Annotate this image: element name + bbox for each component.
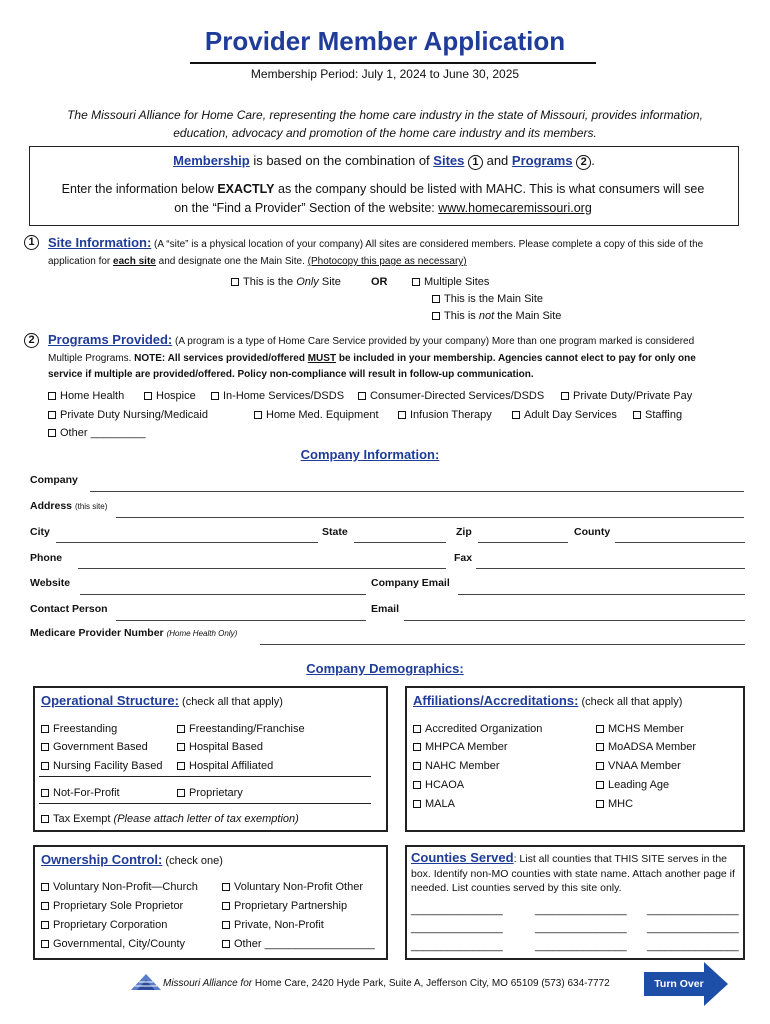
medicare-text: Medicare Provider Number bbox=[30, 627, 164, 639]
company-info-heading: Company Information: bbox=[300, 447, 440, 462]
label: Not-For-Profit bbox=[53, 787, 120, 799]
county-blank-4[interactable]: _______________ bbox=[411, 922, 503, 934]
and-text: and bbox=[482, 153, 512, 168]
membership-period: Membership Period: July 1, 2024 to June 30, 2025 bbox=[250, 67, 520, 81]
op-tax-exempt[interactable] bbox=[41, 813, 299, 825]
programs-note: NOTE: All services provided/offered bbox=[134, 352, 308, 364]
intro-text: The Missouri Alliance for Home Care, representing the home care industry in the state of Missouri, provides information, education, advocacy and promotion of the home care industry and its members. bbox=[67, 108, 703, 140]
programs-text bbox=[48, 332, 728, 384]
label: MALA bbox=[425, 798, 455, 810]
fax-input[interactable] bbox=[476, 568, 745, 569]
checkbox[interactable] bbox=[413, 762, 421, 770]
state-label: State bbox=[322, 526, 348, 538]
contact-person-input[interactable] bbox=[116, 620, 366, 621]
tax-note: (Please attach letter of tax exemption) bbox=[113, 813, 299, 825]
ownership-control-box bbox=[33, 845, 388, 960]
zip-label: Zip bbox=[456, 526, 472, 538]
programs-word: Programs bbox=[511, 153, 573, 168]
program-private-duty-nursing[interactable] bbox=[48, 409, 208, 421]
county-blank-9[interactable]: _______________ bbox=[647, 940, 739, 952]
counties-served-box bbox=[405, 845, 745, 960]
checkbox[interactable] bbox=[177, 762, 185, 770]
aff-nahc[interactable] bbox=[413, 760, 500, 772]
email-input[interactable] bbox=[404, 620, 745, 621]
membership-box bbox=[29, 146, 739, 226]
multiple-sites-checkbox[interactable] bbox=[412, 278, 420, 286]
checkbox[interactable] bbox=[596, 725, 604, 733]
checkbox[interactable] bbox=[596, 743, 604, 751]
label: Freestanding/Franchise bbox=[189, 723, 305, 735]
ownership-heading bbox=[41, 852, 223, 867]
label: Nursing Facility Based bbox=[53, 760, 163, 772]
op-proprietary[interactable] bbox=[177, 787, 243, 799]
own-corporation[interactable] bbox=[41, 919, 167, 931]
must-word: MUST bbox=[307, 352, 337, 364]
website-input[interactable] bbox=[80, 594, 366, 595]
medicare-note: (Home Health Only) bbox=[166, 629, 238, 638]
label: Other __________________ bbox=[234, 938, 375, 950]
own-private-nonprofit[interactable] bbox=[222, 919, 324, 931]
medicare-label bbox=[30, 627, 237, 639]
checkbox[interactable] bbox=[222, 940, 230, 948]
footer-address-text: Home Care, 2420 Hyde Park, Suite A, Jefferson City, MO 65109 (573) 634-7772 bbox=[252, 978, 610, 989]
checkbox[interactable] bbox=[41, 902, 49, 910]
op-divider-1 bbox=[39, 776, 371, 777]
op-hospital-affiliated[interactable] bbox=[177, 760, 273, 772]
op-government[interactable] bbox=[41, 741, 148, 753]
op-hospital-based[interactable] bbox=[177, 741, 263, 753]
checkbox[interactable] bbox=[211, 392, 219, 400]
county-blank-6[interactable]: _______________ bbox=[647, 922, 739, 934]
or-label: OR bbox=[371, 276, 388, 288]
turn-over-label: Turn Over bbox=[654, 978, 704, 990]
address-input[interactable] bbox=[116, 517, 744, 518]
label: MHPCA Member bbox=[425, 741, 508, 753]
checkbox[interactable] bbox=[48, 411, 56, 419]
checkbox[interactable] bbox=[41, 725, 49, 733]
checkbox[interactable] bbox=[413, 725, 421, 733]
aff-vnaa[interactable] bbox=[596, 760, 681, 772]
checkbox[interactable] bbox=[41, 921, 49, 929]
aff-hcaoa[interactable] bbox=[413, 779, 464, 791]
label: Private Duty Nursing/Medicaid bbox=[60, 409, 208, 421]
aff-mhc[interactable] bbox=[596, 798, 633, 810]
checkbox[interactable] bbox=[41, 815, 49, 823]
photocopy-note: (Photocopy this page as necessary) bbox=[307, 256, 467, 267]
checkbox[interactable] bbox=[413, 781, 421, 789]
county-label: County bbox=[574, 526, 611, 538]
program-consumer-directed[interactable] bbox=[358, 390, 544, 402]
checkbox[interactable] bbox=[41, 940, 49, 948]
checkbox[interactable] bbox=[561, 392, 569, 400]
mahc-logo-icon bbox=[131, 972, 161, 990]
county-blank-2[interactable]: _______________ bbox=[535, 904, 627, 916]
affiliations-note: (check all that apply) bbox=[578, 696, 683, 708]
checkbox[interactable] bbox=[222, 921, 230, 929]
label: Freestanding bbox=[53, 723, 118, 735]
only-site-option[interactable] bbox=[231, 276, 341, 288]
city-label: City bbox=[30, 526, 50, 538]
counties-title: Counties Served bbox=[411, 850, 514, 865]
label: Accredited Organization bbox=[425, 723, 543, 735]
not-word: not bbox=[478, 310, 495, 322]
operational-heading bbox=[41, 693, 283, 708]
operational-structure-box bbox=[33, 686, 388, 832]
membership-line2 bbox=[60, 180, 706, 218]
program-infusion-therapy[interactable] bbox=[398, 409, 492, 421]
medicare-input[interactable] bbox=[260, 644, 745, 645]
checkbox[interactable] bbox=[41, 789, 49, 797]
contact-person-label: Contact Person bbox=[30, 603, 108, 615]
label: Infusion Therapy bbox=[410, 409, 492, 421]
checkbox[interactable] bbox=[177, 725, 185, 733]
section-1-badge: 1 bbox=[24, 235, 39, 250]
own-church[interactable] bbox=[41, 881, 198, 893]
checkbox[interactable] bbox=[254, 411, 262, 419]
checkbox[interactable] bbox=[596, 781, 604, 789]
period-text: . bbox=[591, 153, 595, 168]
label: Government Based bbox=[53, 741, 148, 753]
program-home-med-equipment[interactable] bbox=[254, 409, 379, 421]
membership-line1 bbox=[30, 153, 738, 170]
checkbox[interactable] bbox=[413, 743, 421, 751]
programs-heading: Programs Provided: bbox=[48, 332, 173, 347]
main-site-checkbox[interactable] bbox=[432, 295, 440, 303]
company-email-input[interactable] bbox=[458, 594, 745, 595]
label: MoADSA Member bbox=[608, 741, 697, 753]
checkbox[interactable] bbox=[596, 800, 604, 808]
state-input[interactable] bbox=[354, 542, 446, 543]
address-note: (this site) bbox=[74, 502, 108, 511]
label: Hospice bbox=[156, 390, 196, 402]
only-site-checkbox[interactable] bbox=[231, 278, 239, 286]
op-divider-2 bbox=[39, 803, 371, 804]
label: MHC bbox=[608, 798, 634, 810]
title-rule bbox=[190, 62, 596, 64]
program-private-duty[interactable] bbox=[561, 390, 692, 402]
label: Hospital Affiliated bbox=[189, 760, 274, 772]
not-main-site-checkbox[interactable] bbox=[432, 312, 440, 320]
affiliations-box bbox=[405, 686, 745, 832]
own-sole-proprietor[interactable] bbox=[41, 900, 183, 912]
op-franchise[interactable] bbox=[177, 723, 305, 735]
address-text: Address bbox=[30, 500, 73, 512]
aff-moadsa[interactable] bbox=[596, 741, 696, 753]
checkbox[interactable] bbox=[222, 902, 230, 910]
program-hospice[interactable] bbox=[144, 390, 196, 402]
company-input[interactable] bbox=[90, 491, 744, 492]
label: Home Med. Equipment bbox=[266, 409, 379, 421]
affiliations-title: Affiliations/Accreditations: bbox=[413, 693, 579, 708]
page-title: Provider Member Application bbox=[204, 26, 566, 56]
label: Home Health bbox=[60, 390, 125, 402]
op-not-for-profit[interactable] bbox=[41, 787, 120, 799]
checkbox[interactable] bbox=[48, 392, 56, 400]
label: Tax Exempt bbox=[53, 813, 114, 825]
checkbox[interactable] bbox=[358, 392, 366, 400]
label: In-Home Services/DSDS bbox=[223, 390, 345, 402]
phone-input[interactable] bbox=[78, 568, 446, 569]
aff-mala[interactable] bbox=[413, 798, 455, 810]
program-home-health[interactable] bbox=[48, 390, 124, 402]
site-info-heading: Site Information: bbox=[48, 235, 152, 250]
zip-input[interactable] bbox=[478, 542, 568, 543]
label: Leading Age bbox=[608, 779, 670, 791]
footer-org: Missouri Alliance for bbox=[163, 978, 253, 989]
email-label: Email bbox=[371, 603, 400, 615]
company-label: Company bbox=[30, 474, 78, 486]
label: HCAOA bbox=[425, 779, 465, 791]
county-blank-3[interactable]: _______________ bbox=[647, 904, 739, 916]
label: Private, Non-Profit bbox=[234, 919, 324, 931]
website-link[interactable]: www.homecaremissouri.org bbox=[438, 201, 592, 215]
checkbox[interactable] bbox=[512, 411, 520, 419]
programs-note-b: be included in your membership. Agencies cannot elect to pay for only one service if multiple are provided/offered. Policy non-compliance will result in follow-up communication. bbox=[48, 352, 696, 380]
counties-text bbox=[411, 851, 741, 896]
checkbox[interactable] bbox=[222, 883, 230, 891]
own-governmental[interactable] bbox=[41, 938, 185, 950]
site-info-desc: (A “site” is a physical location of your company) All sites are considered members. Please complete a copy of this side of the application for bbox=[48, 239, 704, 267]
checkbox[interactable] bbox=[398, 411, 406, 419]
label: Proprietary Corporation bbox=[53, 919, 168, 931]
not-main-site-option[interactable] bbox=[432, 310, 561, 322]
enter-info-text-b: as the company should be listed with MAHC. This is what consumers will see on the “Find a Provider” Section of the website: bbox=[174, 182, 705, 215]
label: Voluntary Non-Profit—Church bbox=[53, 881, 198, 893]
label: Proprietary Partnership bbox=[234, 900, 348, 912]
counties-desc: : List all counties that THIS SITE serves in the box. Identify non-MO counties with state name. Attach another page if needed. List counties served by this site only. bbox=[411, 853, 735, 894]
sites-word: Sites bbox=[433, 153, 465, 168]
turn-over-button[interactable] bbox=[644, 962, 728, 1006]
address-label bbox=[30, 500, 107, 512]
op-freestanding[interactable] bbox=[41, 723, 117, 735]
program-adult-day[interactable] bbox=[512, 409, 617, 421]
label: NAHC Member bbox=[425, 760, 500, 772]
affiliations-heading bbox=[413, 693, 682, 708]
only-word: Only bbox=[296, 276, 319, 288]
aff-accredited[interactable] bbox=[413, 723, 542, 735]
city-input[interactable] bbox=[56, 542, 318, 543]
section-2-badge: 2 bbox=[24, 333, 39, 348]
phone-label: Phone bbox=[30, 552, 63, 564]
checkbox[interactable] bbox=[633, 411, 641, 419]
label: Hospital Based bbox=[189, 741, 263, 753]
main-site-option[interactable] bbox=[432, 293, 543, 305]
operational-note: (check all that apply) bbox=[178, 696, 283, 708]
program-in-home[interactable] bbox=[211, 390, 344, 402]
enter-info-text: Enter the information below bbox=[61, 182, 218, 196]
aff-mhpca[interactable] bbox=[413, 741, 508, 753]
label: MCHS Member bbox=[608, 723, 684, 735]
label: Consumer-Directed Services/DSDS bbox=[370, 390, 545, 402]
county-blank-7[interactable]: _______________ bbox=[411, 940, 503, 952]
county-blank-1[interactable]: _______________ bbox=[411, 904, 503, 916]
label: Private Duty/Private Pay bbox=[573, 390, 693, 402]
own-nonprofit-other[interactable] bbox=[222, 881, 363, 893]
aff-mchs[interactable] bbox=[596, 723, 684, 735]
site-info-desc-b: and designate one the Main Site. bbox=[155, 256, 308, 267]
each-site-word: each site bbox=[113, 256, 156, 267]
label: VNAA Member bbox=[608, 760, 681, 772]
label: Other _________ bbox=[60, 427, 146, 439]
label: Governmental, City/County bbox=[53, 938, 186, 950]
checkbox[interactable] bbox=[177, 743, 185, 751]
own-partnership[interactable] bbox=[222, 900, 347, 912]
county-input[interactable] bbox=[615, 542, 745, 543]
operational-title: Operational Structure: bbox=[41, 693, 179, 708]
programs-desc: (A program is a type of Home Care Service provided by your company) More than one program marked is considered Multiple Programs. bbox=[48, 336, 695, 364]
ownership-note: (check one) bbox=[162, 855, 223, 867]
county-blank-8[interactable]: _______________ bbox=[535, 940, 627, 952]
demographics-heading: Company Demographics: bbox=[306, 661, 464, 676]
membership-word: Membership bbox=[173, 153, 250, 168]
exactly-word: EXACTLY bbox=[217, 182, 275, 196]
checkbox[interactable] bbox=[48, 429, 56, 437]
program-staffing[interactable] bbox=[633, 409, 682, 421]
own-other[interactable] bbox=[222, 938, 375, 950]
ownership-title: Ownership Control: bbox=[41, 852, 163, 867]
label: Adult Day Services bbox=[524, 409, 617, 421]
number-2-badge: 2 bbox=[576, 155, 591, 170]
op-nursing-facility[interactable] bbox=[41, 760, 162, 772]
not-main-label-b: the Main Site bbox=[494, 310, 562, 322]
checkbox[interactable] bbox=[413, 800, 421, 808]
county-blank-5[interactable]: _______________ bbox=[535, 922, 627, 934]
number-1-badge: 1 bbox=[468, 155, 483, 170]
site-info-text bbox=[48, 234, 728, 270]
website-label: Website bbox=[30, 577, 71, 589]
company-email-label: Company Email bbox=[371, 577, 450, 589]
label: Voluntary Non-Profit Other bbox=[234, 881, 364, 893]
multiple-sites-option[interactable] bbox=[412, 276, 489, 288]
checkbox[interactable] bbox=[144, 392, 152, 400]
main-site-label: This is the Main Site bbox=[444, 293, 544, 305]
fax-label: Fax bbox=[454, 552, 473, 564]
program-other[interactable] bbox=[48, 427, 146, 439]
checkbox[interactable] bbox=[41, 743, 49, 751]
aff-leading-age[interactable] bbox=[596, 779, 669, 791]
footer-address bbox=[163, 978, 610, 989]
checkbox[interactable] bbox=[596, 762, 604, 770]
multiple-sites-label: Multiple Sites bbox=[424, 276, 490, 288]
checkbox[interactable] bbox=[177, 789, 185, 797]
checkbox[interactable] bbox=[41, 883, 49, 891]
label: Proprietary bbox=[189, 787, 243, 799]
label: Staffing bbox=[645, 409, 683, 421]
only-site-label: This is the bbox=[243, 276, 297, 288]
membership-text: is based on the combination of bbox=[249, 153, 434, 168]
only-site-label-b: Site bbox=[318, 276, 341, 288]
checkbox[interactable] bbox=[41, 762, 49, 770]
not-main-label: This is bbox=[444, 310, 479, 322]
label: Proprietary Sole Proprietor bbox=[53, 900, 184, 912]
